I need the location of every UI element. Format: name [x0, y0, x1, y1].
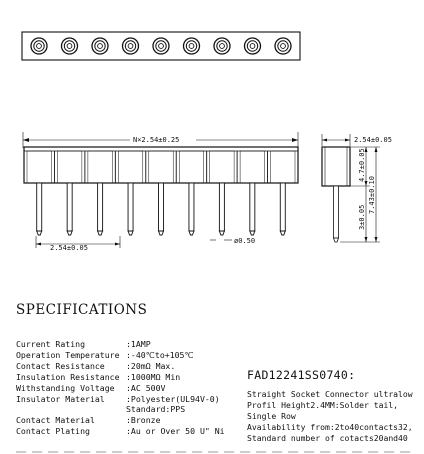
part-description	[247, 389, 413, 444]
top-view-hole	[184, 38, 200, 54]
description-line: Single Row	[247, 411, 296, 421]
dim-overall-width: N×2.54±0.25	[133, 136, 180, 144]
spec-label	[16, 404, 126, 415]
spec-label: Contact Resistance	[16, 360, 105, 371]
cut-off-row	[0, 448, 424, 454]
top-view-hole	[31, 38, 47, 54]
dim-body-height: 4.7±0.05	[358, 148, 366, 182]
spec-row	[16, 404, 225, 415]
description-line: Availability from:2to40contacts32,	[247, 422, 413, 432]
spec-row	[16, 372, 225, 383]
description-line: Profil Height2.4MM:Solder tail,	[247, 400, 399, 410]
front-view-pin	[67, 183, 72, 235]
front-view-pin	[280, 183, 285, 235]
dim-pitch: 2.54±0.05	[50, 244, 88, 252]
spec-label: Insulation Resistance	[16, 371, 120, 382]
spec-label: Contact Plating	[16, 426, 90, 437]
top-view-hole	[245, 38, 261, 54]
front-view-pin	[128, 183, 133, 235]
spec-row	[16, 415, 225, 426]
spec-label: Contact Material	[16, 415, 95, 426]
description-line: Standard number of cotacts20and40	[247, 433, 408, 443]
spec-label: Operation Temperature	[16, 349, 120, 360]
part-number: FAD12241SS0740:	[247, 368, 356, 382]
dim-pin-diameter: ø0.50	[234, 237, 256, 245]
spec-row	[16, 350, 225, 361]
spec-value: :1000MΩ Min	[126, 371, 181, 382]
spec-value: Standard:PPS	[126, 404, 186, 415]
spec-value: :-40℃to+105℃	[126, 349, 194, 360]
front-view-pin	[219, 183, 224, 235]
spec-label: Current Rating	[16, 339, 86, 349]
spec-value: :Au or Over 50 U" Ni	[126, 426, 225, 437]
spec-value: :1AMP	[126, 339, 151, 349]
description-line: Straight Socket Connector ultralow	[247, 389, 413, 399]
spec-label: Insulator Material	[16, 393, 105, 404]
spec-row	[16, 339, 225, 350]
spec-value: :AC 500V	[126, 382, 166, 393]
spec-value: :20mΩ Max.	[126, 360, 176, 371]
front-view-pin	[37, 183, 42, 235]
dim-total-height: 7.43±0.10	[368, 176, 376, 214]
spec-row	[16, 394, 225, 405]
top-view-hole	[153, 38, 169, 54]
spec-row	[16, 361, 225, 372]
top-view-hole	[123, 38, 139, 54]
top-view-hole	[92, 38, 108, 54]
dim-side-width: 2.54±0.05	[354, 136, 392, 144]
spec-row	[16, 426, 225, 437]
front-view	[23, 132, 298, 252]
top-view-hole	[275, 38, 291, 54]
dim-tail-length: 3±0.05	[358, 204, 366, 230]
top-view-hole	[62, 38, 78, 54]
front-view-pin	[159, 183, 164, 235]
spec-row	[16, 383, 225, 394]
front-view-pin	[189, 183, 194, 235]
top-view	[22, 32, 300, 60]
front-view-pin	[250, 183, 255, 235]
specifications-title: SPECIFICATIONS	[16, 302, 148, 318]
spec-value: :Bronze	[126, 415, 161, 426]
front-view-pin	[98, 183, 103, 235]
top-view-hole	[214, 38, 230, 54]
spec-label: Withstanding Voltage	[16, 382, 115, 393]
specifications-list	[16, 339, 225, 437]
spec-value: :Polyester(UL94V-0)	[126, 393, 220, 404]
side-view	[322, 134, 392, 242]
